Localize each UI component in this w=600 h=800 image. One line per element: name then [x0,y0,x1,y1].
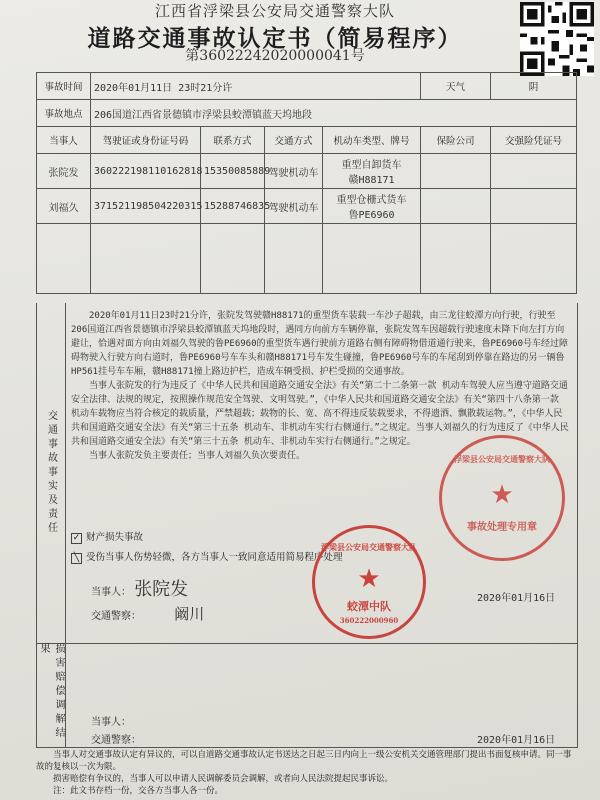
weather-label: 天气 [421,73,491,100]
party-phone: 15350085889 [201,154,265,189]
accident-time-label: 事故时间 [37,73,91,100]
document-title: 道路交通事故认定书（简易程序） [87,25,463,52]
party-cert [491,154,577,189]
table-row [37,154,577,189]
vehicle-type: 重型仓栅式货车 [336,195,407,206]
party-insurer [421,154,491,189]
footer-line: 注：此文书存档一份，交各方当事人各一份。 [53,786,224,796]
table-row [37,189,577,224]
column-header: 联系方式 [201,127,265,154]
accident-time-value: 2020年01月11日 23时21分许 [91,73,421,100]
vehicle-plate: 鲁PE6960 [348,210,395,221]
officer-signature: 交通警察： 阚川 [91,605,205,623]
facts-date: 2020年01月16日 [477,593,556,604]
party-vehicle [323,189,421,224]
issuing-agency: 江西省浮梁县公安局交通警察大队 [154,2,395,20]
party-insurer [421,189,491,224]
party-vehicle [323,154,421,189]
party-id: 371521198504220315 [91,189,201,224]
qr-code-icon [520,2,594,76]
mediation-party-label: 当事人： [91,717,131,728]
facts-paragraph: 2020年01月11日23时21分许，张院发驾驶赣H88171的重型货车装载一车沙子超载，由三龙往蛟潭方向行驶，行驶至206国道江西省景德镇市浮梁县蛟潭镇蓝天坞地段时，遇同方向前方车辆停靠，张院发驾车因超载行驶速度未降下向左打方向避让，恰遇对面方向由刘福久驾驶的鲁PE6960的重型货车遇行驶前方道路右侧有障碍物借道通行驶来，鲁PE6960号车经过障碍物驶入行驶方向右道时，鲁PE6960号车车头和赣H88171号车发生碰撞，鲁PE6960号车的车尾刮到停靠在路边的另一辆鲁HP561挂号车车厢，赣H88171撞上路边护栏，造成车辆受损、护栏受损的交通事故。 [71,311,569,377]
accident-handling-seal: 浮梁县公安局交通警察大队 ★ 事故处理专用章 [439,435,565,561]
party-name: 刘福久 [37,189,91,224]
violation-paragraph: 当事人张院发的行为违反了《中华人民共和国道路交通安全法》有关“第二十二条第一款 机动车驾驶人应当遵守道路交通安全法律、法规的规定，按照操作规范安全驾驶、文明驾驶。”，《中华人民共和国道路交通安全法》有关“第四十八条第一款 机动车载物应当符合核定的载质量，严禁超载；载物的长、宽、高不得违反装载要求，不得遗洒、飘散载运物。”，《中华人民共和国道路交通安全法》有关“第三十五条 机动车、非机动车实行右侧通行。”之规定。当事人刘福久的行为违反了《中华人民共和国道路交通安全法》有关“第三十五条 机动车、非机动车实行右侧通行。”之规定。 [71,381,569,447]
checkbox-box: ╲ [71,553,82,564]
facts-side-label: 交通事故事实及责任 [45,410,57,536]
checkbox-label: 财产损失事故 [86,532,144,543]
party-cert [491,189,577,224]
party-mode: 驾驶机动车 [265,154,323,189]
mediation-date: 2020年01月16日 [477,735,556,746]
party-header-row [37,127,577,154]
party-name: 张院发 [37,154,91,189]
star-icon: ★ [490,480,514,510]
mediation-officer-label: 交通警察： [91,735,141,746]
facts-section [36,303,578,644]
checkbox-box: ✓ [72,532,81,543]
column-header: 机动车类型、牌号 [323,127,421,154]
column-header: 保险公司 [421,127,491,154]
column-header: 驾驶证或身份证号码 [91,127,201,154]
checkbox-label: 受伤当事人伤势轻微，各方当事人一致同意适用简易程序处理 [86,552,343,563]
column-header: 当事人 [37,127,91,154]
mediation-side-label: 损害赔偿调解结果 [38,643,64,741]
vehicle-type: 重型自卸货车 [341,160,402,171]
footer-line: 当事人对交通事故认定有异议的，可以自道路交通事故认定书送达之日起三日内向上一级公安机关交通管理部门提出书面复核申请。同一事故的复核以一次为限。 [36,750,572,772]
responsibility-paragraph: 当事人张院发负主要责任；当事人刘福久负次要责任。 [89,451,306,461]
party-mode: 驾驶机动车 [265,189,323,224]
column-header: 交强险凭证号 [491,127,577,154]
accident-place-value: 206国道江西省景德镇市浮梁县蛟潭镇蓝天坞地段 [91,100,577,127]
party-signature: 当事人： 张院发 [91,579,189,600]
squadron-seal: 浮梁县公安局交通警察大队 ★ 蛟潭中队 360222000960 [312,525,426,639]
accident-info-table [36,72,577,294]
star-icon: ★ [357,564,381,594]
party-phone: 15288746835 [201,189,265,224]
weather-value: 阴 [491,73,577,100]
accident-place-label: 事故地点 [37,100,91,127]
party-id: 360222198110162818 [91,154,201,189]
column-header: 交通方式 [265,127,323,154]
footer-line: 损害赔偿有争议的，当事人可以申请人民调解委员会调解，或者向人民法院提起民事诉讼。 [53,774,394,784]
mediation-section [36,643,578,748]
vehicle-plate: 赣H88171 [348,175,395,186]
document-number: 第36022242020000041号 [185,48,365,64]
footer-notice [36,749,576,797]
